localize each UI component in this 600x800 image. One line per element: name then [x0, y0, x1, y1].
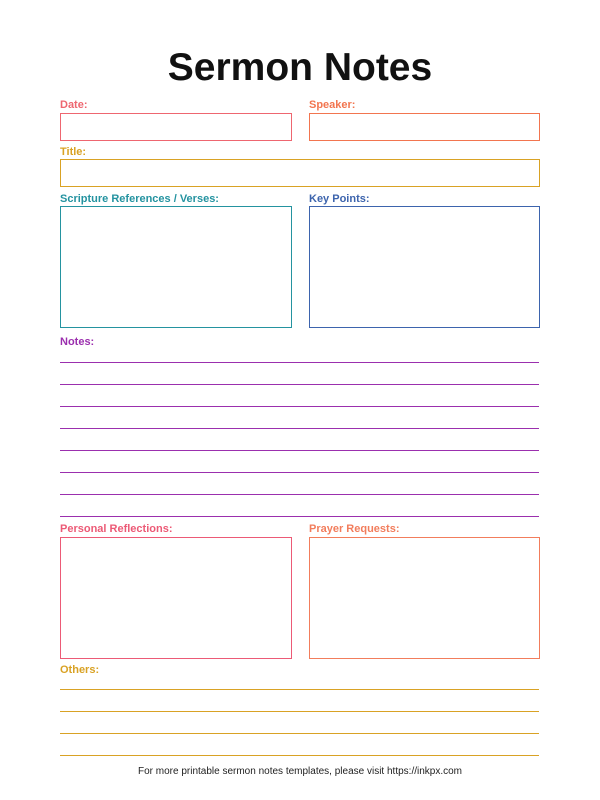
- others-label: Others:: [60, 664, 100, 676]
- footer-text: For more printable sermon notes templates, please visit https://inkpx.com: [137, 766, 463, 777]
- speaker-label: Speaker:: [309, 99, 356, 111]
- notes-line[interactable]: [60, 494, 539, 495]
- notes-label: Notes:: [60, 336, 95, 348]
- reflections-field[interactable]: [60, 537, 292, 659]
- title-label: Title:: [60, 146, 87, 158]
- notes-line[interactable]: [60, 428, 539, 429]
- prayer-label: Prayer Requests:: [309, 523, 400, 535]
- notes-line[interactable]: [60, 450, 539, 451]
- others-line[interactable]: [60, 733, 539, 734]
- reflections-label: Personal Reflections:: [60, 523, 173, 535]
- page-title: Sermon Notes: [167, 46, 433, 89]
- others-line[interactable]: [60, 711, 539, 712]
- scripture-label: Scripture References / Verses:: [60, 193, 219, 205]
- date-field[interactable]: [60, 113, 292, 141]
- prayer-field[interactable]: [309, 537, 540, 659]
- key-points-label: Key Points:: [309, 193, 370, 205]
- title-field[interactable]: [60, 159, 540, 187]
- notes-line[interactable]: [60, 384, 539, 385]
- notes-line[interactable]: [60, 472, 539, 473]
- speaker-field[interactable]: [309, 113, 540, 141]
- date-label: Date:: [60, 99, 88, 111]
- notes-line[interactable]: [60, 362, 539, 363]
- scripture-field[interactable]: [60, 206, 292, 328]
- notes-line[interactable]: [60, 406, 539, 407]
- key-points-field[interactable]: [309, 206, 540, 328]
- others-line[interactable]: [60, 689, 539, 690]
- others-line[interactable]: [60, 755, 539, 756]
- notes-line[interactable]: [60, 516, 539, 517]
